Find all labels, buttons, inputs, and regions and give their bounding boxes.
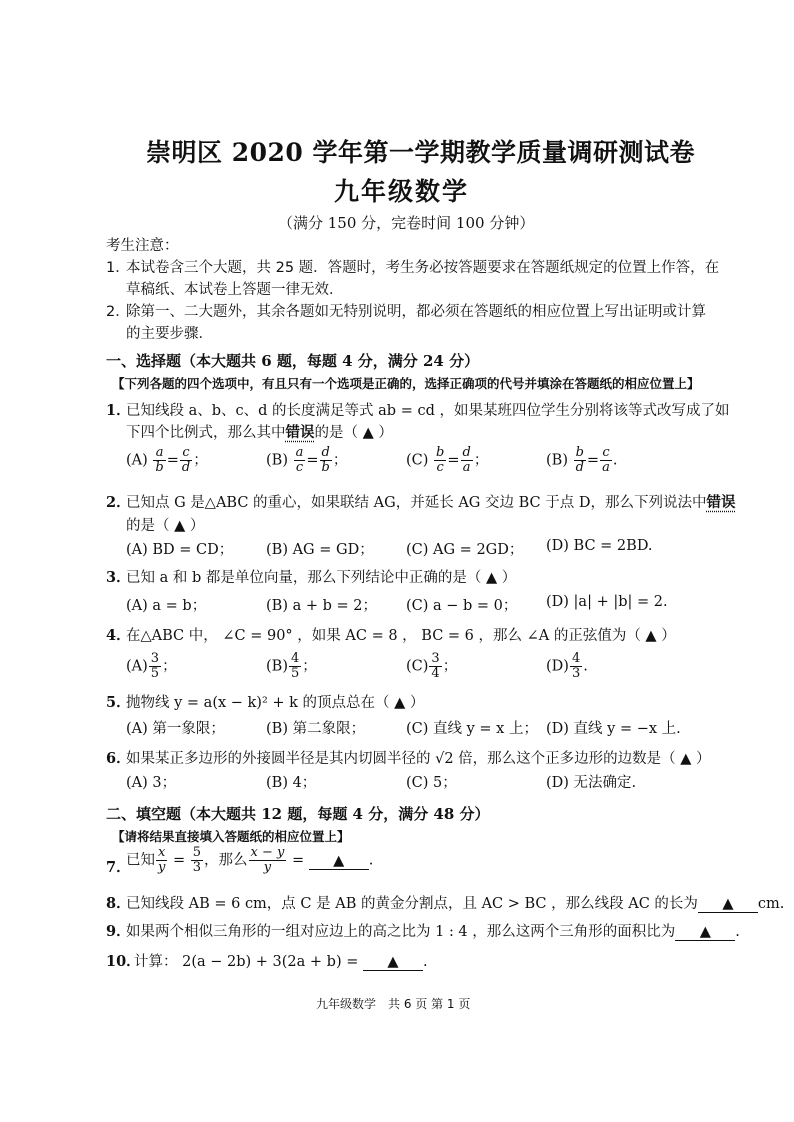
section1-heading: 一、选择题（本大题共 6 题，每题 4 分，满分 24 分） [106, 352, 480, 370]
q7-number: 7． [106, 859, 131, 876]
notice-item-2-line1: 除第一、二大题外，其余各题如无特别说明，都必须在答题纸的相应位置上写出证明或计算 [126, 304, 706, 320]
q2-emphasis: 错误 [706, 494, 736, 511]
q3-option-b[interactable]: (B) a + b = 2； [266, 598, 377, 614]
q5-text-line1: 抛物线 y = a(x − k)² + k 的顶点总在（ ▲ ） [126, 695, 425, 711]
q3-option-a[interactable]: (A) a = b； [126, 598, 207, 614]
q2-option-c[interactable]: (C) AG = 2GD； [406, 542, 524, 558]
q6-option-b[interactable]: (B) 4； [266, 775, 317, 791]
q2-option-b[interactable]: (B) AG = GD； [266, 542, 374, 558]
q1-text-line2: 下四个比例式，那么其中错误的是（ ▲ ） [126, 424, 393, 441]
notice-item-1-line2: 草稿纸、本试卷上答题一律无效． [126, 282, 344, 298]
q1-option-b[interactable]: (B) $\frac{a}{c}$ = $\frac{d}{b}$ ； [266, 445, 348, 475]
q1-option-d[interactable]: (B) $\frac{b}{d}$ = $\frac{c}{a}$ . [546, 445, 618, 475]
section2-note: 【请将结果直接填入答题纸的相应位置上】 [112, 829, 350, 844]
q2-option-a[interactable]: (A) BD = CD； [126, 542, 234, 558]
q6-option-d[interactable]: (D) 无法确定. [546, 775, 637, 791]
q3-number: 3． [106, 569, 131, 586]
q2-text-line1: 已知点 G 是△ABC 的重心，如果联结 AG，并延长 AG 交边 BC 于点 D，那么下列说法中错误 [126, 494, 736, 511]
q9-answer-blank[interactable]: ▲ [675, 924, 735, 941]
notice-item-2-line2: 的主要步骤． [126, 326, 213, 342]
q2-text-line2: 的是（ ▲ ） [126, 518, 205, 534]
notice-heading: 考生注意： [106, 238, 179, 254]
q1-emphasis: 错误 [285, 424, 315, 441]
q4-text-line1: 在△ABC 中， ∠C = 90° ，如果 AC = 8 ， BC = 6 ，那么 ∠A 的正弦值为（ ▲ ） [126, 628, 676, 644]
notice-item-2-num: 2． [106, 304, 130, 320]
section2-heading: 二、填空题（本大题共 12 题，每题 4 分，满分 48 分） [106, 805, 490, 823]
q5-number: 5． [106, 694, 131, 711]
q1-text-line1: 已知线段 a、b、c、d 的长度满足等式 ab = cd ，如果某班四位学生分别将该等式改写成了如 [126, 403, 730, 419]
q1-number: 1． [106, 402, 131, 419]
q8-number: 8． [106, 895, 131, 912]
q4-option-c[interactable]: (C) $\frac{3}{4}$ ； [406, 651, 458, 681]
notice-item-1-line1: 本试卷含三个大题，共 25 题．答题时，考生务必按答题要求在答题纸规定的位置上作答，在 [126, 260, 720, 276]
q9-number: 9． [106, 923, 131, 940]
q4-option-d[interactable]: (D) $\frac{4}{3}$ . [546, 651, 588, 681]
q3-text-line1: 已知 a 和 b 都是单位向量，那么下列结论中正确的是（ ▲ ） [126, 570, 517, 586]
q6-option-c[interactable]: (C) 5； [406, 775, 457, 791]
q1-option-c[interactable]: (C) $\frac{b}{c}$ = $\frac{d}{a}$ ； [406, 445, 489, 475]
page-footer: 九年级数学 共 6 页 第 1 页 [316, 997, 471, 1011]
exam-title: 崇明区 2020 学年第一学期教学质量调研测试卷 [146, 138, 695, 167]
q5-option-b[interactable]: (B) 第二象限； [266, 721, 366, 737]
q5-option-c[interactable]: (C) 直线 y = x 上； [406, 721, 538, 737]
exam-meta: （满分 150 分，完卷时间 100 分钟） [278, 214, 535, 232]
q8-text: 已知线段 AB = 6 cm，点 C 是 AB 的黄金分割点，且 AC > BC ，那么线段 AC 的长为 ▲ cm. [126, 896, 785, 912]
q9-text: 如果两个相似三角形的一组对应边上的高之比为 1 : 4 ，那么这两个三角形的面积比为 ▲ . [126, 924, 740, 940]
notice-item-1-num: 1． [106, 260, 130, 276]
q2-number: 2． [106, 494, 131, 511]
q3-option-d[interactable]: (D) |a| + |b| = 2. [546, 594, 668, 610]
q4-option-b[interactable]: (B) $\frac{4}{5}$ ； [266, 651, 317, 681]
q4-option-a[interactable]: (A) $\frac{3}{5}$ ； [126, 651, 177, 681]
q3-option-c[interactable]: (C) a − b = 0； [406, 598, 518, 614]
q6-number: 6． [106, 750, 131, 767]
q2-option-d[interactable]: (D) BC = 2BD. [546, 538, 653, 554]
q5-option-d[interactable]: (D) 直线 y = −x 上. [546, 721, 681, 737]
q6-option-a[interactable]: (A) 3； [126, 775, 177, 791]
q10-text: 计算： 2(a − 2b) + 3(2a + b) = ▲ . [134, 954, 428, 970]
section1-note: 【下列各题的四个选项中，有且只有一个选项是正确的，选择正确项的代号并填涂在答题纸的相应位置上】 [112, 376, 700, 391]
q4-number: 4． [106, 627, 131, 644]
q8-answer-blank[interactable]: ▲ [698, 896, 758, 913]
q10-answer-blank[interactable]: ▲ [363, 954, 423, 971]
q6-text-line1: 如果某正多边形的外接圆半径是其内切圆半径的 √2 倍，那么这个正多边形的边数是（ ▲ ） [126, 751, 711, 767]
q1-option-a[interactable]: (A) $\frac{a}{b}$ = $\frac{c}{d}$ ； [126, 445, 208, 475]
exam-subtitle: 九年级数学 [334, 177, 470, 206]
q10-number: 10． [106, 953, 141, 970]
q7-text: 已知 $\frac{x}{y}$ = $\frac{5}{3}$ ，那么 $\frac{x - y}{y}$ = ▲ . [126, 845, 374, 875]
q5-option-a[interactable]: (A) 第一象限； [126, 721, 225, 737]
q7-answer-blank[interactable]: ▲ [309, 853, 369, 870]
